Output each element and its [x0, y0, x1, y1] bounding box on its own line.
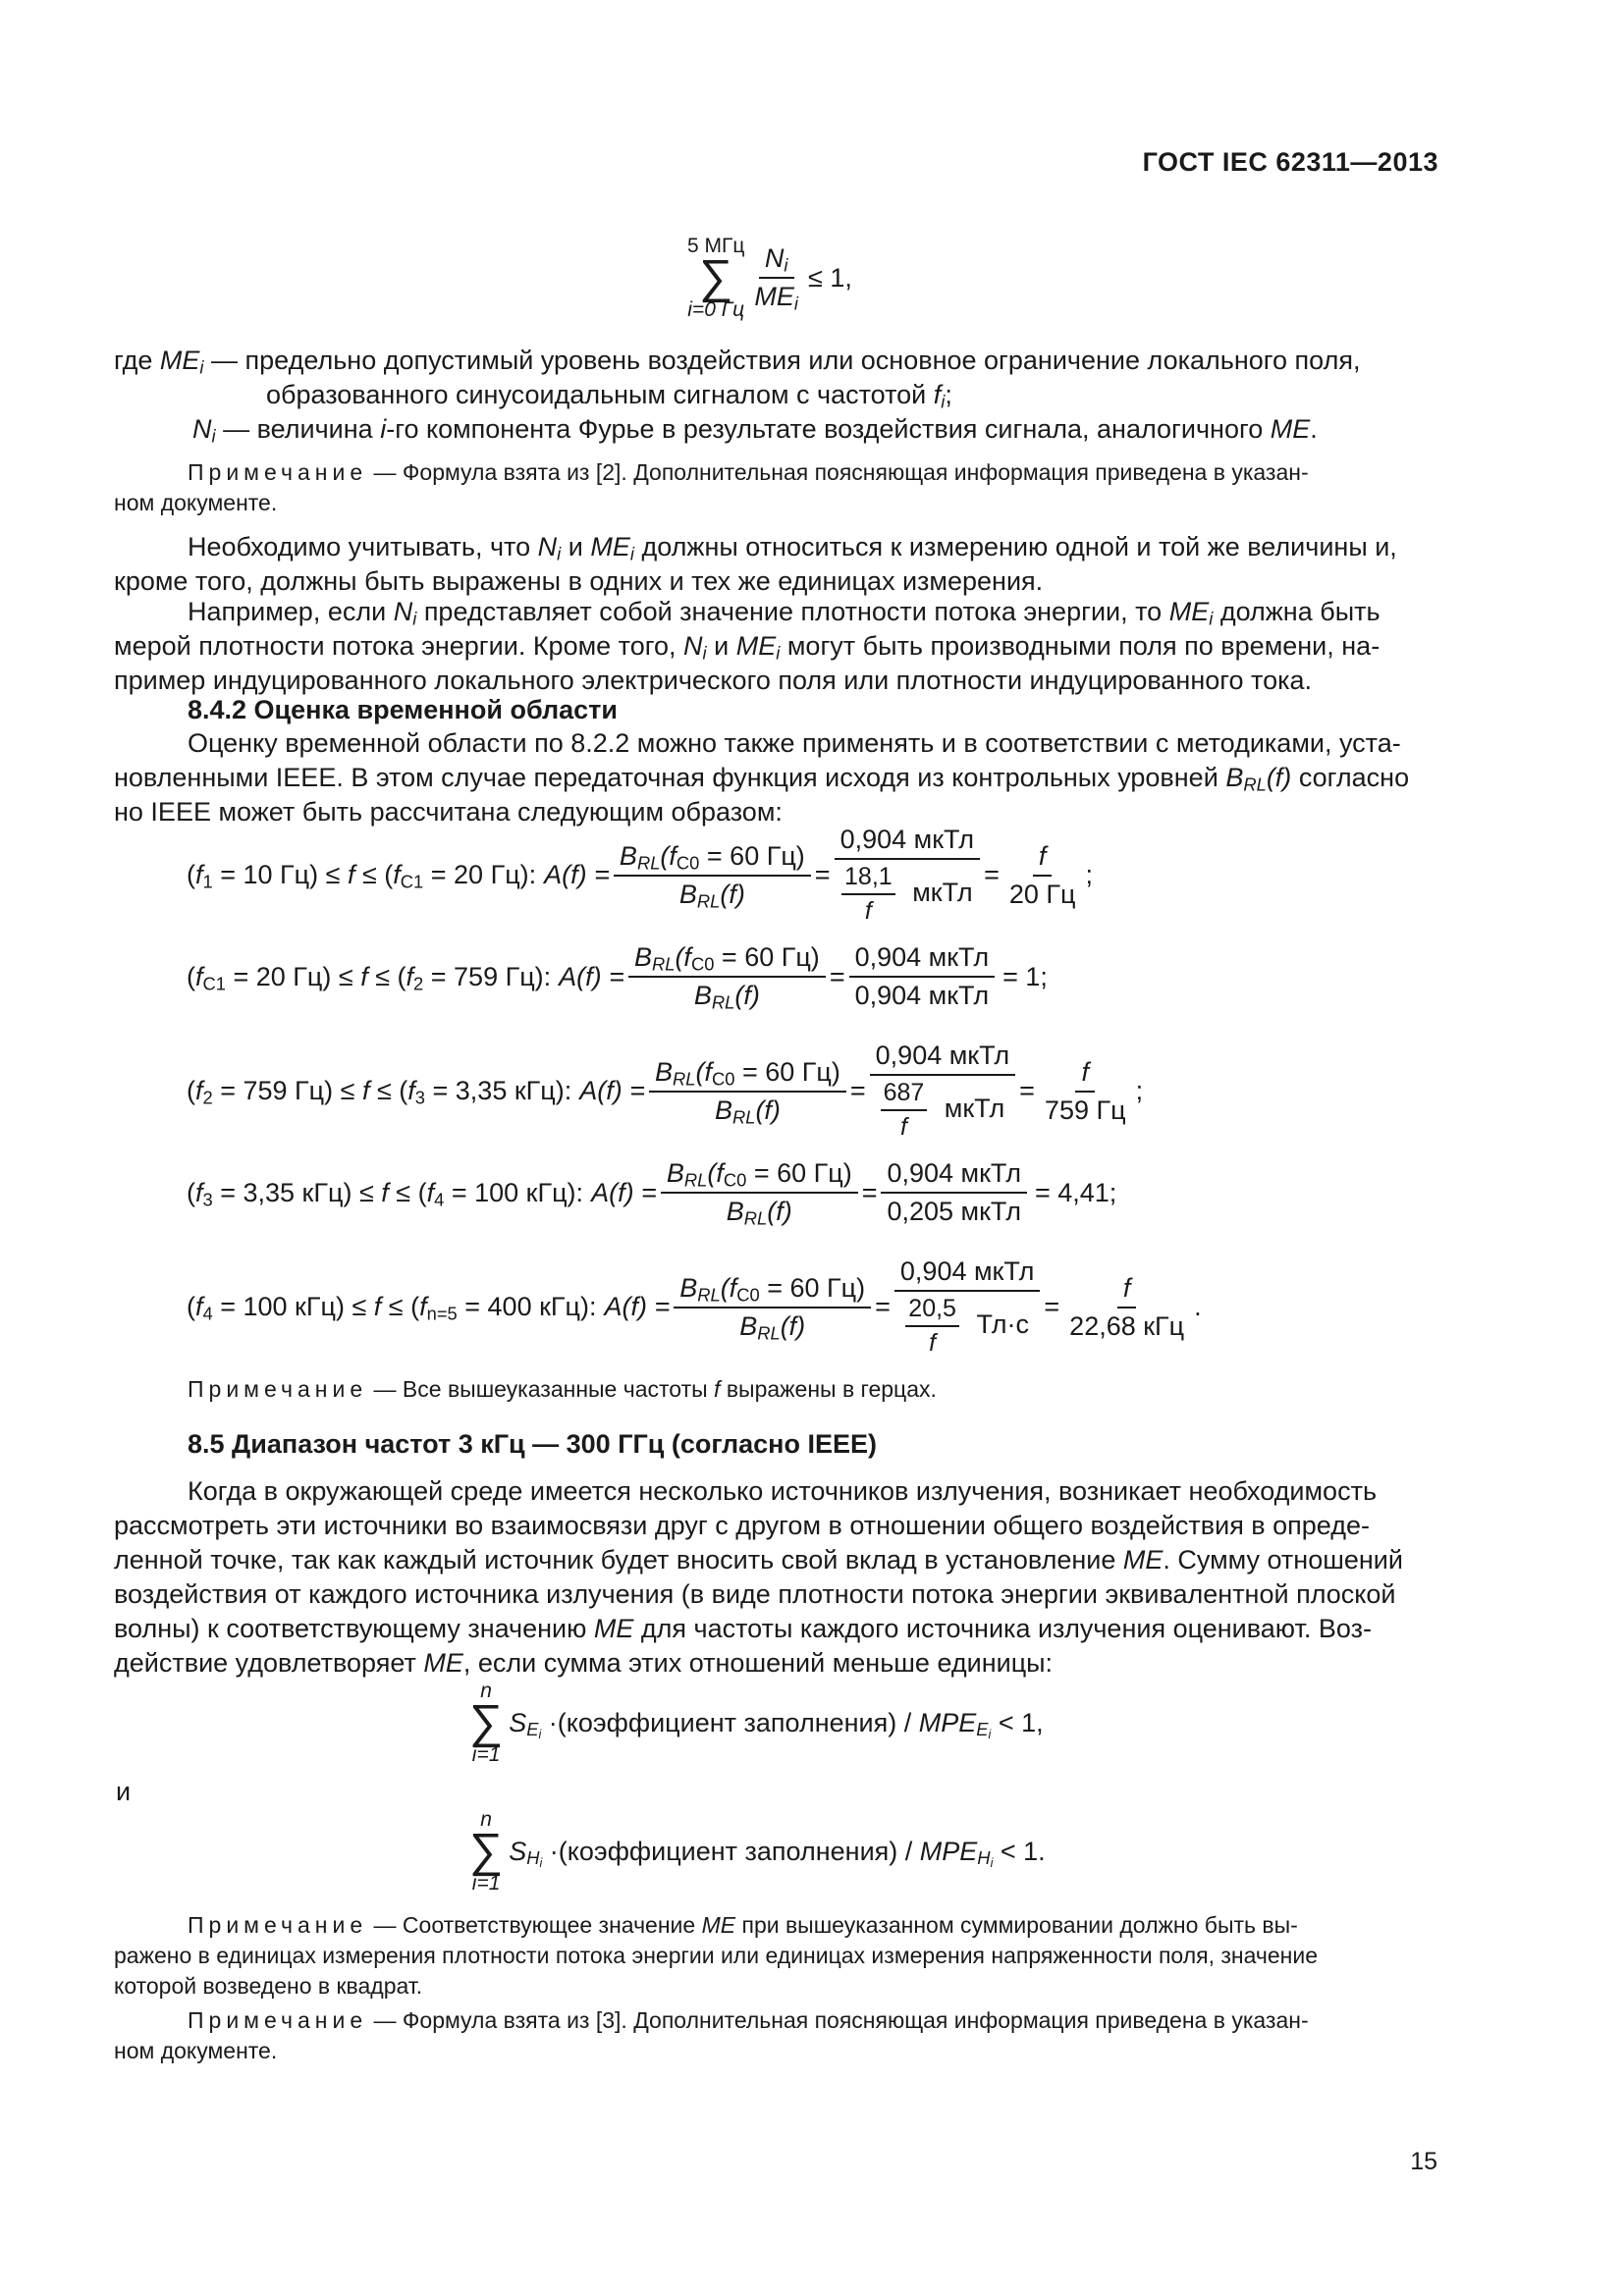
equation-condition: ($f_{C1} = 20$ $Гц) \le f \le (f_2 = 759$ Гц): — [187, 961, 552, 994]
transfer-function-label: A(f) = — [544, 860, 610, 889]
value-fraction: 0,904 мкТл $\frac{18,1}{f}$ мкТл — [835, 825, 980, 926]
note-3: Примечание — Соответствующее значение ME при вышеуказанном суммировании должно быть вы- ражено в единицах измерения плотности потока энергии или единицах измерения напряженности поля, значение которой возведено в квадрат. — [114, 1912, 1319, 1999]
paragraph-example: Например, если $N_i$ представляет собой значение плотности потока энергии, то $ME_i$ должна быть мерой плотности потока энергии. Кроме того, $N_i$ и $ME_i$ могут быть производными поля по времени, на- пример индуцированного локального электрического поля или плотности индуцированного тока. — [114, 597, 1380, 695]
document-header: ГОСТ IEC 62311—2013 — [1142, 147, 1438, 177]
transfer-function-label: A(f) = — [591, 1177, 657, 1207]
ratio-fraction: $\frac{B_{RL}(f_{C0} = 60 Гц)}{B_{RL}(f)}$ — [674, 1273, 871, 1342]
formula-sum-ratio: 5 МГц ∑ i=0 Гц $\frac{N_i}{ME_i}$ ≤ 1, — [687, 235, 852, 321]
formula-sum-h: n ∑ i=1 $S_{H_i}$ ·(коэффициент заполнения) / $MPE_{H_i} < 1$. — [469, 1808, 1046, 1895]
equation-row: ($f_3 = 3,35$ $кГц) \le f \le (f_4 = 100$ кГц): A(f) = $\frac{B_{RL}(f_{C0} = 60 Гц)}{B_{RL}(f)}$ = $\frac{\text{0,904 мкТл}}{\text{0,205 мкТл}}$ = 4,41; — [187, 1158, 1117, 1229]
value-fraction: $\frac{\text{0,904 мкТл}}{\text{0,904 мкТл}}$ — [849, 942, 995, 1011]
ratio-fraction: $\frac{B_{RL}(f_{C0} = 60 Гц)}{B_{RL}(f)}$ — [614, 841, 811, 910]
note-2: Примечание — Все вышеуказанные частоты f выражены в герцах. — [188, 1376, 937, 1402]
equation-row: ($f_1 = 10$ $Гц) \le f \le (f_{C1} = 20$ Гц): A(f) = $\frac{B_{RL}(f_{C0} = 60 Гц)}{B_{RL}(f)}$ = 0,904 мкТл $\frac{18,1}{f}$ мкТл = $\frac{f}{20 Гц}$ ; — [187, 825, 1093, 925]
equation-row: ($f_4 = 100$ $кГц) \le f \le (f_{n=5} = 400$ кГц): A(f) = $\frac{B_{RL}(f_{C0} = 60 Гц)}{B_{RL}(f)}$ = 0,904 мкТл $\frac{20,5}{f}$ Тл·с = $\frac{f}{\text{22,68 кГц}}$ . — [187, 1256, 1202, 1357]
result-fraction: $\frac{f}{20 Гц}$ — [1008, 840, 1076, 909]
note-4: Примечание — Формула взята из [3]. Дополнительная поясняющая информация приведена в указан- ном документе. — [114, 2007, 1309, 2063]
ratio-fraction: $\frac{B_{RL}(f_{C0} = 60 Гц)}{B_{RL}(f)}$ — [661, 1158, 858, 1227]
page-number: 15 — [1410, 2148, 1437, 2175]
equation-condition: ($f_2 = 759$ $Гц) \le f \le (f_3 = 3,35$ кГц): — [187, 1076, 572, 1108]
paragraph-time-domain: Оценку временной области по 8.2.2 можно также применять и в соответствии с методиками, уста- новленными IEEE. В этом случае передаточная функция исходя из контрольных уровней $B_{RL}(f)$ согласно но IEEE может быть рассчитана следующим образом: — [114, 728, 1410, 827]
definition-n: $N_i$ — величина i-го компонента Фурье в результате воздействия сигнала, аналогичного ME. — [192, 414, 1318, 447]
note-1: Примечание — Формула взята из [2]. Дополнительная поясняющая информация приведена в указан- ном документе. — [114, 459, 1309, 515]
section-heading-842: 8.4.2 Оценка временной области — [188, 695, 618, 724]
equation-condition: ($f_4 = 100$ $кГц) \le f \le (f_{n=5} = 400$ кГц): — [187, 1292, 597, 1324]
value-fraction: 0,904 мкТл $\frac{687}{f}$ мкТл — [870, 1041, 1015, 1142]
paragraph-units: Необходимо учитывать, что $N_i$ и $ME_i$ должны относиться к измерению одной и той же величины и, кроме того, должны быть выражены в одних и тех же единицах измерения. — [114, 532, 1397, 596]
formula-sum-e: n ∑ i=1 $S_{E_i}$ ·(коэффициент заполнения) / $MPE_{E_i} < 1$, — [469, 1680, 1044, 1766]
equation-row: ($f_2 = 759$ $Гц) \le f \le (f_3 = 3,35$ кГц): A(f) = $\frac{B_{RL}(f_{C0} = 60 Гц)}{B_{RL}(f)}$ = 0,904 мкТл $\frac{687}{f}$ мкТл = $\frac{f}{759 Гц}$ ; — [187, 1041, 1144, 1141]
equation-condition: ($f_1 = 10$ $Гц) \le f \le (f_{C1} = 20$ Гц): — [187, 860, 537, 892]
transfer-function-label: A(f) = — [559, 961, 624, 991]
conjunction-and: и — [116, 1777, 132, 1806]
value-fraction: $\frac{\text{0,904 мкТл}}{\text{0,205 мкТл}}$ — [881, 1158, 1026, 1227]
transfer-function-label: A(f) = — [579, 1076, 645, 1105]
value-fraction: 0,904 мкТл $\frac{20,5}{f}$ Тл·с — [894, 1256, 1040, 1358]
transfer-function-label: A(f) = — [604, 1292, 671, 1321]
sum-symbol: 5 МГц ∑ i=0 Гц — [687, 235, 745, 321]
definitions: где $ME_i$ — предельно допустимый уровень воздействия или основное ограничение локального поля, образованного синусоидальным сигналом с частотой $f_i$; $N_i$ — величина i-го компонента Фурье в результате воздействия сигнала, аналогичного ME. — [114, 344, 1439, 447]
result-fraction: $\frac{f}{759 Гц}$ — [1044, 1056, 1126, 1125]
paragraph-multiple-sources: Когда в окружающей среде имеется несколько источников излучения, возникает необходимость рассмотреть эти источники во взаимосвязи друг с другом в отношении общего воздействия в опреде- ленной точке, так как каждый источник будет вносить свой вклад в установление ME. Сумму отношений воздействия от каждого источника излучения (в виде плотности потока энергии эквивалентной плоской волны) к соответствующему значению ME для частоты каждого источника излучения оценивают. Воз- действие удовлетворяет ME, если сумма этих отношений меньше единицы: — [114, 1476, 1403, 1678]
ratio-fraction: $\frac{B_{RL}(f_{C0} = 60 Гц)}{B_{RL}(f)}$ — [628, 942, 826, 1011]
ratio-fraction: $\frac{B_{RL}(f_{C0} = 60 Гц)}{B_{RL}(f)}$ — [649, 1057, 846, 1126]
equation-condition: ($f_3 = 3,35$ $кГц) \le f \le (f_4 = 100$ кГц): — [187, 1177, 584, 1210]
formula1-fraction: $\frac{N_i}{ME_i}$ — [754, 243, 798, 314]
equation-row: ($f_{C1} = 20$ $Гц) \le f \le (f_2 = 759$ Гц): A(f) = $\frac{B_{RL}(f_{C0} = 60 Гц)}{B_{RL}(f)}$ = $\frac{\text{0,904 мкТл}}{\text{0,904 мкТл}}$ = 1; — [187, 942, 1048, 1013]
definition-me: где $ME_i$ — предельно допустимый уровень воздействия или основное ограничение локального поля, — [114, 346, 1361, 378]
section-heading-85: 8.5 Диапазон частот 3 кГц — 300 ГГц (согласно IEEE) — [188, 1429, 877, 1459]
result-fraction: $\frac{f}{\text{22,68 кГц}}$ — [1069, 1272, 1185, 1341]
